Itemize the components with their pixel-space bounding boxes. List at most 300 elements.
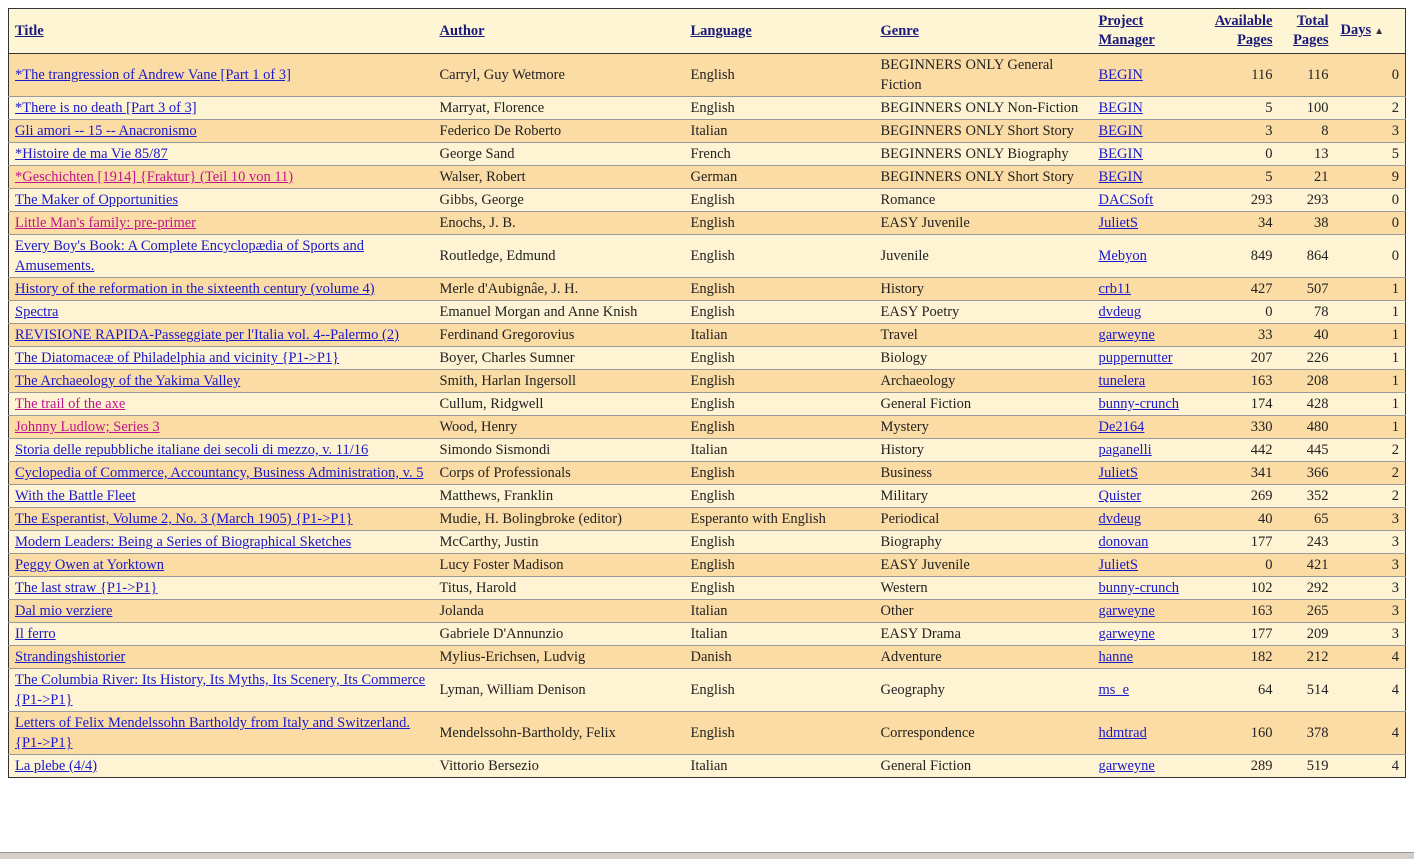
title-link[interactable]: Il ferro: [15, 626, 56, 642]
sort-by-project-manager-link[interactable]: Project Manager: [1098, 13, 1155, 48]
language-cell: English: [685, 301, 875, 324]
header-genre: [875, 9, 1093, 54]
author-cell: Boyer, Charles Sumner: [434, 347, 685, 370]
title-link[interactable]: Modern Leaders: Being a Series of Biographical Sketches: [15, 534, 352, 550]
language-cell: English: [685, 278, 875, 301]
available-pages-cell: 0: [1199, 143, 1279, 166]
title-cell: [9, 347, 434, 370]
total-pages-cell: 13: [1279, 143, 1335, 166]
project-manager-cell: [1093, 669, 1199, 712]
available-pages-cell: 289: [1199, 755, 1279, 778]
table-row: [9, 54, 1406, 97]
genre-cell: Military: [875, 485, 1093, 508]
author-cell: Ferdinand Gregorovius: [434, 324, 685, 347]
total-pages-cell: 293: [1279, 189, 1335, 212]
project-manager-cell: [1093, 235, 1199, 278]
title-link[interactable]: Johnny Ludlow; Series 3: [15, 419, 160, 435]
available-pages-cell: 33: [1199, 324, 1279, 347]
available-pages-cell: 116: [1199, 54, 1279, 97]
available-pages-cell: 427: [1199, 278, 1279, 301]
project-manager-cell: [1093, 485, 1199, 508]
available-pages-cell: 442: [1199, 439, 1279, 462]
project-manager-cell: [1093, 324, 1199, 347]
title-link[interactable]: The trail of the axe: [15, 396, 126, 412]
language-cell: Danish: [685, 646, 875, 669]
project-manager-link[interactable]: crb11: [1098, 281, 1131, 297]
table-row: [9, 623, 1406, 646]
total-pages-cell: 243: [1279, 531, 1335, 554]
header-project-manager: [1093, 9, 1199, 54]
sort-ascending-icon[interactable]: ▲: [1374, 26, 1385, 37]
days-cell: 3: [1335, 577, 1406, 600]
days-cell: 0: [1335, 189, 1406, 212]
project-manager-link[interactable]: dvdeug: [1098, 511, 1142, 527]
available-pages-cell: 174: [1199, 393, 1279, 416]
author-cell: Carryl, Guy Wetmore: [434, 54, 685, 97]
table-row: [9, 755, 1406, 778]
sort-by-total-pages-link[interactable]: Total Pages: [1293, 13, 1329, 48]
project-manager-link[interactable]: dvdeug: [1098, 304, 1142, 320]
genre-cell: Mystery: [875, 416, 1093, 439]
total-pages-cell: 864: [1279, 235, 1335, 278]
language-cell: English: [685, 212, 875, 235]
language-cell: English: [685, 462, 875, 485]
days-cell: 4: [1335, 755, 1406, 778]
days-cell: 1: [1335, 301, 1406, 324]
title-cell: [9, 623, 434, 646]
total-pages-cell: 40: [1279, 324, 1335, 347]
title-cell: [9, 278, 434, 301]
project-manager-cell: [1093, 393, 1199, 416]
language-cell: English: [685, 54, 875, 97]
title-link[interactable]: *The trangression of Andrew Vane [Part 1 of 3]: [15, 67, 291, 83]
project-manager-link[interactable]: ms_e: [1098, 682, 1130, 698]
days-cell: 1: [1335, 324, 1406, 347]
table-header-row: [9, 9, 1406, 54]
available-pages-cell: 293: [1199, 189, 1279, 212]
header-days: [1335, 9, 1406, 54]
title-link[interactable]: The Esperantist, Volume 2, No. 3 (March 1905) {P1->P1}: [15, 511, 353, 527]
table-row: [9, 531, 1406, 554]
language-cell: English: [685, 347, 875, 370]
table-row: [9, 235, 1406, 278]
genre-cell: Romance: [875, 189, 1093, 212]
days-cell: 1: [1335, 393, 1406, 416]
language-cell: French: [685, 143, 875, 166]
table-row: [9, 554, 1406, 577]
project-manager-link[interactable]: JulietS: [1098, 465, 1138, 481]
total-pages-cell: 209: [1279, 623, 1335, 646]
total-pages-cell: 78: [1279, 301, 1335, 324]
projects-table: [8, 8, 1406, 778]
total-pages-cell: 65: [1279, 508, 1335, 531]
author-cell: Wood, Henry: [434, 416, 685, 439]
project-manager-cell: [1093, 554, 1199, 577]
title-link[interactable]: History of the reformation in the sixteenth century (volume 4): [15, 281, 375, 297]
title-cell: [9, 577, 434, 600]
language-cell: Esperanto with English: [685, 508, 875, 531]
project-manager-link[interactable]: De2164: [1098, 419, 1145, 435]
header-available-pages: [1199, 9, 1279, 54]
genre-cell: Archaeology: [875, 370, 1093, 393]
total-pages-cell: 366: [1279, 462, 1335, 485]
genre-cell: BEGINNERS ONLY Biography: [875, 143, 1093, 166]
title-link[interactable]: La plebe (4/4): [15, 758, 98, 774]
project-manager-cell: [1093, 370, 1199, 393]
project-manager-cell: [1093, 212, 1199, 235]
available-pages-cell: 5: [1199, 97, 1279, 120]
table-row: [9, 166, 1406, 189]
title-link[interactable]: The Maker of Opportunities: [15, 192, 179, 208]
project-manager-link[interactable]: garweyne: [1098, 603, 1155, 619]
project-manager-link[interactable]: BEGIN: [1098, 123, 1143, 139]
project-manager-cell: [1093, 439, 1199, 462]
genre-cell: Geography: [875, 669, 1093, 712]
title-link[interactable]: Spectra: [15, 304, 59, 320]
genre-cell: General Fiction: [875, 393, 1093, 416]
title-link[interactable]: The Diatomaceæ of Philadelphia and vicinity {P1->P1}: [15, 350, 340, 366]
title-cell: [9, 712, 434, 755]
language-cell: Italian: [685, 600, 875, 623]
genre-cell: Travel: [875, 324, 1093, 347]
title-cell: [9, 439, 434, 462]
project-manager-cell: [1093, 416, 1199, 439]
available-pages-cell: 182: [1199, 646, 1279, 669]
genre-cell: BEGINNERS ONLY Short Story: [875, 166, 1093, 189]
available-pages-cell: 64: [1199, 669, 1279, 712]
table-row: [9, 600, 1406, 623]
genre-cell: EASY Juvenile: [875, 554, 1093, 577]
days-cell: 3: [1335, 531, 1406, 554]
genre-cell: BEGINNERS ONLY Short Story: [875, 120, 1093, 143]
title-link[interactable]: Peggy Owen at Yorktown: [15, 557, 165, 573]
language-cell: English: [685, 577, 875, 600]
total-pages-cell: 378: [1279, 712, 1335, 755]
available-pages-cell: 3: [1199, 120, 1279, 143]
title-link[interactable]: Dal mio verziere: [15, 603, 113, 619]
title-link[interactable]: The last straw {P1->P1}: [15, 580, 158, 596]
title-cell: [9, 554, 434, 577]
project-manager-link[interactable]: JulietS: [1098, 557, 1138, 573]
days-cell: 2: [1335, 462, 1406, 485]
project-manager-link[interactable]: JulietS: [1098, 215, 1138, 231]
project-manager-link[interactable]: garweyne: [1098, 327, 1155, 343]
project-manager-link[interactable]: garweyne: [1098, 626, 1155, 642]
days-cell: 4: [1335, 646, 1406, 669]
days-cell: 4: [1335, 669, 1406, 712]
project-manager-cell: [1093, 600, 1199, 623]
author-cell: Vittorio Bersezio: [434, 755, 685, 778]
genre-cell: EASY Poetry: [875, 301, 1093, 324]
genre-cell: EASY Juvenile: [875, 212, 1093, 235]
available-pages-cell: 177: [1199, 623, 1279, 646]
author-cell: Merle d'Aubignâe, J. H.: [434, 278, 685, 301]
author-cell: Walser, Robert: [434, 166, 685, 189]
header-total-pages: [1279, 9, 1335, 54]
title-link[interactable]: *Geschichten [1914] {Fraktur} (Teil 10 von 11): [15, 169, 294, 185]
project-manager-link[interactable]: hanne: [1098, 649, 1134, 665]
language-cell: Italian: [685, 324, 875, 347]
project-manager-link[interactable]: BEGIN: [1098, 169, 1143, 185]
total-pages-cell: 507: [1279, 278, 1335, 301]
title-link[interactable]: Every Boy's Book: A Complete Encyclopædia of Sports and Amusements.: [15, 238, 364, 274]
language-cell: Italian: [685, 623, 875, 646]
genre-cell: BEGINNERS ONLY General Fiction: [875, 54, 1093, 97]
title-link[interactable]: The Columbia River: Its History, Its Myths, Its Scenery, Its Commerce {P1->P1}: [15, 672, 426, 708]
available-pages-cell: 330: [1199, 416, 1279, 439]
total-pages-cell: 265: [1279, 600, 1335, 623]
total-pages-cell: 514: [1279, 669, 1335, 712]
title-link[interactable]: Storia delle repubbliche italiane dei secoli di mezzo, v. 11/16: [15, 442, 369, 458]
title-cell: [9, 416, 434, 439]
days-cell: 3: [1335, 600, 1406, 623]
table-row: [9, 347, 1406, 370]
project-manager-link[interactable]: DACSoft: [1098, 192, 1154, 208]
days-cell: 2: [1335, 97, 1406, 120]
sort-by-title-link[interactable]: Title: [15, 22, 44, 39]
project-manager-link[interactable]: Mebyon: [1098, 248, 1147, 264]
project-manager-link[interactable]: bunny-crunch: [1098, 396, 1180, 412]
genre-cell: Other: [875, 600, 1093, 623]
title-cell: [9, 600, 434, 623]
table-row: [9, 508, 1406, 531]
title-link[interactable]: With the Battle Fleet: [15, 488, 136, 504]
author-cell: Gibbs, George: [434, 189, 685, 212]
total-pages-cell: 116: [1279, 54, 1335, 97]
project-manager-link[interactable]: hdmtrad: [1098, 725, 1147, 741]
title-cell: [9, 235, 434, 278]
title-cell: [9, 166, 434, 189]
language-cell: Italian: [685, 120, 875, 143]
table-row: [9, 143, 1406, 166]
days-cell: 1: [1335, 416, 1406, 439]
project-manager-cell: [1093, 347, 1199, 370]
total-pages-cell: 212: [1279, 646, 1335, 669]
table-row: [9, 370, 1406, 393]
project-manager-cell: [1093, 755, 1199, 778]
author-cell: Lyman, William Denison: [434, 669, 685, 712]
available-pages-cell: 341: [1199, 462, 1279, 485]
title-cell: [9, 97, 434, 120]
title-cell: [9, 324, 434, 347]
total-pages-cell: 21: [1279, 166, 1335, 189]
title-link[interactable]: Little Man's family: pre-primer: [15, 215, 196, 231]
sort-by-author-link[interactable]: Author: [439, 22, 485, 39]
total-pages-cell: 226: [1279, 347, 1335, 370]
available-pages-cell: 163: [1199, 370, 1279, 393]
author-cell: McCarthy, Justin: [434, 531, 685, 554]
header-title: [9, 9, 434, 54]
author-cell: Smith, Harlan Ingersoll: [434, 370, 685, 393]
table-row: [9, 712, 1406, 755]
title-link[interactable]: *Histoire de ma Vie 85/87: [15, 146, 168, 162]
total-pages-cell: 519: [1279, 755, 1335, 778]
available-pages-cell: 0: [1199, 301, 1279, 324]
author-cell: Marryat, Florence: [434, 97, 685, 120]
language-cell: English: [685, 235, 875, 278]
language-cell: English: [685, 712, 875, 755]
project-manager-cell: [1093, 143, 1199, 166]
genre-cell: EASY Drama: [875, 623, 1093, 646]
available-pages-cell: 269: [1199, 485, 1279, 508]
sort-by-available-pages-link[interactable]: Available Pages: [1214, 13, 1273, 48]
project-manager-cell: [1093, 462, 1199, 485]
table-row: [9, 669, 1406, 712]
project-manager-link[interactable]: BEGIN: [1098, 146, 1143, 162]
title-link[interactable]: The Archaeology of the Yakima Valley: [15, 373, 241, 389]
header-language: [685, 9, 875, 54]
table-row: [9, 393, 1406, 416]
available-pages-cell: 40: [1199, 508, 1279, 531]
header-author: [434, 9, 685, 54]
title-cell: [9, 212, 434, 235]
language-cell: German: [685, 166, 875, 189]
table-row: [9, 278, 1406, 301]
author-cell: Mylius-Erichsen, Ludvig: [434, 646, 685, 669]
available-pages-cell: 163: [1199, 600, 1279, 623]
total-pages-cell: 480: [1279, 416, 1335, 439]
title-link[interactable]: Gli amori -- 15 -- Anacronismo: [15, 123, 197, 139]
genre-cell: History: [875, 278, 1093, 301]
author-cell: Mendelssohn-Bartholdy, Felix: [434, 712, 685, 755]
language-cell: English: [685, 669, 875, 712]
title-cell: [9, 646, 434, 669]
table-row: [9, 97, 1406, 120]
project-manager-link[interactable]: Quister: [1098, 488, 1142, 504]
title-cell: [9, 189, 434, 212]
sort-by-genre-link[interactable]: Genre: [880, 22, 919, 39]
project-manager-cell: [1093, 577, 1199, 600]
project-manager-link[interactable]: donovan: [1098, 534, 1149, 550]
language-cell: Italian: [685, 755, 875, 778]
genre-cell: Western: [875, 577, 1093, 600]
project-manager-link[interactable]: bunny-crunch: [1098, 580, 1180, 596]
project-manager-link[interactable]: tunelera: [1098, 373, 1146, 389]
project-manager-cell: [1093, 301, 1199, 324]
title-cell: [9, 462, 434, 485]
language-cell: English: [685, 97, 875, 120]
project-manager-cell: [1093, 278, 1199, 301]
genre-cell: BEGINNERS ONLY Non-Fiction: [875, 97, 1093, 120]
total-pages-cell: 421: [1279, 554, 1335, 577]
table-row: [9, 485, 1406, 508]
author-cell: George Sand: [434, 143, 685, 166]
language-cell: English: [685, 393, 875, 416]
title-link[interactable]: *There is no death [Part 3 of 3]: [15, 100, 197, 116]
title-cell: [9, 393, 434, 416]
project-manager-cell: [1093, 54, 1199, 97]
table-row: [9, 212, 1406, 235]
days-cell: 0: [1335, 212, 1406, 235]
days-cell: 2: [1335, 439, 1406, 462]
title-cell: [9, 669, 434, 712]
table-row: [9, 189, 1406, 212]
project-manager-cell: [1093, 120, 1199, 143]
language-cell: Italian: [685, 439, 875, 462]
author-cell: Lucy Foster Madison: [434, 554, 685, 577]
author-cell: Emanuel Morgan and Anne Knish: [434, 301, 685, 324]
total-pages-cell: 352: [1279, 485, 1335, 508]
title-link[interactable]: REVISIONE RAPIDA-Passeggiate per l'Italia vol. 4--Palermo (2): [15, 327, 399, 343]
project-manager-link[interactable]: paganelli: [1098, 442, 1152, 458]
project-manager-link[interactable]: BEGIN: [1098, 100, 1143, 116]
days-cell: 3: [1335, 120, 1406, 143]
project-manager-cell: [1093, 189, 1199, 212]
genre-cell: General Fiction: [875, 755, 1093, 778]
sort-by-days-link[interactable]: Days: [1340, 22, 1372, 38]
project-manager-link[interactable]: BEGIN: [1098, 67, 1143, 83]
days-cell: 1: [1335, 278, 1406, 301]
days-cell: 2: [1335, 485, 1406, 508]
title-link[interactable]: Letters of Felix Mendelssohn Bartholdy from Italy and Switzerland. {P1->P1}: [15, 715, 411, 751]
title-link[interactable]: Strandingshistorier: [15, 649, 126, 665]
total-pages-cell: 292: [1279, 577, 1335, 600]
author-cell: Mudie, H. Bolingbroke (editor): [434, 508, 685, 531]
table-row: [9, 646, 1406, 669]
table-row: [9, 120, 1406, 143]
genre-cell: Biography: [875, 531, 1093, 554]
title-link[interactable]: Cyclopedia of Commerce, Accountancy, Business Administration, v. 5: [15, 465, 424, 481]
total-pages-cell: 38: [1279, 212, 1335, 235]
author-cell: Titus, Harold: [434, 577, 685, 600]
available-pages-cell: 207: [1199, 347, 1279, 370]
title-cell: [9, 370, 434, 393]
available-pages-cell: 5: [1199, 166, 1279, 189]
title-cell: [9, 508, 434, 531]
available-pages-cell: 849: [1199, 235, 1279, 278]
total-pages-cell: 100: [1279, 97, 1335, 120]
author-cell: Federico De Roberto: [434, 120, 685, 143]
total-pages-cell: 208: [1279, 370, 1335, 393]
title-cell: [9, 301, 434, 324]
title-cell: [9, 120, 434, 143]
genre-cell: History: [875, 439, 1093, 462]
author-cell: Cullum, Ridgwell: [434, 393, 685, 416]
project-manager-cell: [1093, 97, 1199, 120]
author-cell: Corps of Professionals: [434, 462, 685, 485]
language-cell: English: [685, 370, 875, 393]
genre-cell: Adventure: [875, 646, 1093, 669]
project-manager-cell: [1093, 712, 1199, 755]
genre-cell: Juvenile: [875, 235, 1093, 278]
sort-by-language-link[interactable]: Language: [690, 22, 752, 39]
author-cell: Matthews, Franklin: [434, 485, 685, 508]
table-row: [9, 462, 1406, 485]
days-cell: 5: [1335, 143, 1406, 166]
project-manager-cell: [1093, 166, 1199, 189]
project-manager-cell: [1093, 531, 1199, 554]
days-cell: 3: [1335, 554, 1406, 577]
table-row: [9, 301, 1406, 324]
genre-cell: Correspondence: [875, 712, 1093, 755]
table-row: [9, 577, 1406, 600]
title-cell: [9, 54, 434, 97]
language-cell: English: [685, 416, 875, 439]
project-manager-link[interactable]: puppernutter: [1098, 350, 1173, 366]
days-cell: 3: [1335, 508, 1406, 531]
project-manager-link[interactable]: garweyne: [1098, 758, 1155, 774]
author-cell: Routledge, Edmund: [434, 235, 685, 278]
available-pages-cell: 34: [1199, 212, 1279, 235]
days-cell: 3: [1335, 623, 1406, 646]
days-cell: 0: [1335, 54, 1406, 97]
author-cell: Simondo Sismondi: [434, 439, 685, 462]
title-cell: [9, 485, 434, 508]
language-cell: English: [685, 485, 875, 508]
available-pages-cell: 0: [1199, 554, 1279, 577]
table-row: [9, 416, 1406, 439]
table-body: [9, 54, 1406, 778]
